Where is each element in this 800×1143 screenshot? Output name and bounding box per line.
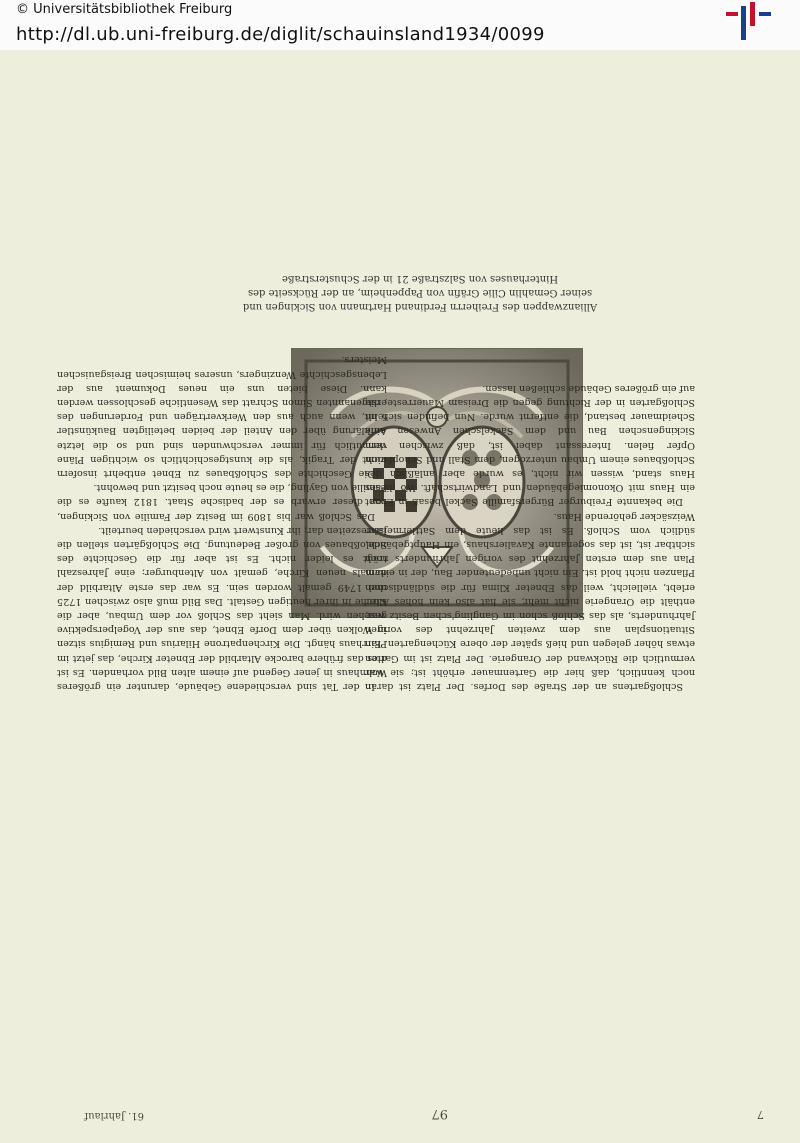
volume-label: 61. Jahrlauf (84, 1110, 144, 1121)
library-logo-icon (726, 0, 772, 44)
paragraph: In der Tat sind verschiedene Gebäude, darunter ein größeres Wohnhaus in jener Gegend auf einem alten Bild vorhanden. Es ist dies das frühere barocke Altarbild der Ebneter Kirche, das jetzt im Pfarrhaus hängt. Die Kirchenpatrone Hilarius und Remigius sitzen in Wolken über dem Dorfe Ebnet, das aus der Vogelperspektive gesehen wird. Man sieht das Schloß vor dem Umbau, aber die Kirche in ihrer heutigen Gestalt. Das Bild muß also zwischen 1725 und 1749 gemalt worden sein. Es war das erste Altarbild der damals neuen Kirche, gemalt von Altenburger; eine Jahreszahl trägt es leider nicht. Es ist aber für die Geschichte des Schloßbaues von großer Bedeutung. Die Schloßgärten stellen die Jahreszeiten dar; ihr Kunstwert wird verschieden beurteilt. (57, 524, 387, 692)
paragraph: Die bekannte Freiburger Bürgersfamille Sackel besaß in Ebnet ein Haus mit Okonomiegebäuden und Landwirtschaft. Wo dieses Haus stand, wissen wir nicht, es wurde aber anläßlich des Schloßbaues einem Umbau unterzogen, dem Stall und Schopf zum Opfer fielen. Interessant dabei ist, daß zwischen dem Sickingenschen Bau und dem Sackelschen Anwesen eine Scheidmauer bestand, die entfernt wurde. Nun befinden sich im Schloßgarten in der Richtung gegen die Dreisam Mauerreste, die auf ein größeres Gebäude schließen lassen. (365, 382, 695, 508)
institution-copyright: © Universitätsbibliothek Freiburg (16, 2, 233, 17)
paragraph: Schloßgartens an der Straße des Dorfes. Der Platz ist daran noch kenntlich, daß hier die Gartenmauer erhöht ist; sie war vermutlich die Rückwand der Orangerie. Der Platz ist im Garten etwas höher gelegen und hieß später der obere Küchengarten. Ein Situationsplan aus dem zweiten Jahrzehnt des vorigen Jahrhunderts, als das Schloß schon im Gangling'schen Besitz war, enthält die Orangerie nicht mehr, sie hat also kein hohes Alter erlebt, vielleicht, weil das Ebneter Klima für die südländischen Pflanzen nicht hold ist. Ein nicht unbedeutender Bau, der in einem Plan aus dem ersten Jahrzehnt des vorigen Jahrhunderts noch sichtbar ist, ist das sogenannte Kavaliershaus, ein Hauptgebäude, südlich vom Schloß. Es ist das heute dem Sattlermeister Weizsäcker gehörende Haus. (365, 510, 695, 692)
scanned-page (0, 50, 800, 1133)
text-column-left (365, 381, 695, 693)
paragraph: Das Schloß war bis 1809 im Besitz der Familie von Sickingen, von dieser erwarb es der badische Staat. 1812 kaufte es die Familie von Gayling, die es heute noch besitzt und bewohnt. (57, 482, 387, 522)
text-column-right (57, 352, 387, 693)
page-number: 97 (431, 1106, 448, 1121)
paragraph: Die Geschichte des Schloßbaues zu Ebnet entbehrt insofern nicht der Tragik, als die kunstgeschichtlich so wichtigen Pläne vermutlich für immer verschwunden sind und so die letzte Aufklärung über den Anteil der beiden beteiligten Baukünstler fehlt, wenn auch aus den Werkverträgen und Forderungen des erstgenannten Simon Schratt das Wesentliche geschlossen werden kann. Diese bieten uns ein neues Dokument aus der Lebensgeschichte Wenzingers, unseres heimischen Breisgauischen Meisters. (57, 354, 387, 479)
source-url[interactable]: http://dl.ub.uni-freiburg.de/diglit/schauinsland1934/0099 (16, 24, 545, 45)
page-marker: 7 (757, 1108, 764, 1121)
header-bar (0, 0, 800, 51)
running-head (0, 1093, 800, 1133)
figure-caption: Allianzwappen des Freiherrn Ferdinand Hartmann von Sickingen und seiner Gemahlin Cilie Gräfin von Pappenheim, an der Rückseite des Hinterhauses von Salzstraße 21 in der Schusterstraße (242, 273, 598, 312)
